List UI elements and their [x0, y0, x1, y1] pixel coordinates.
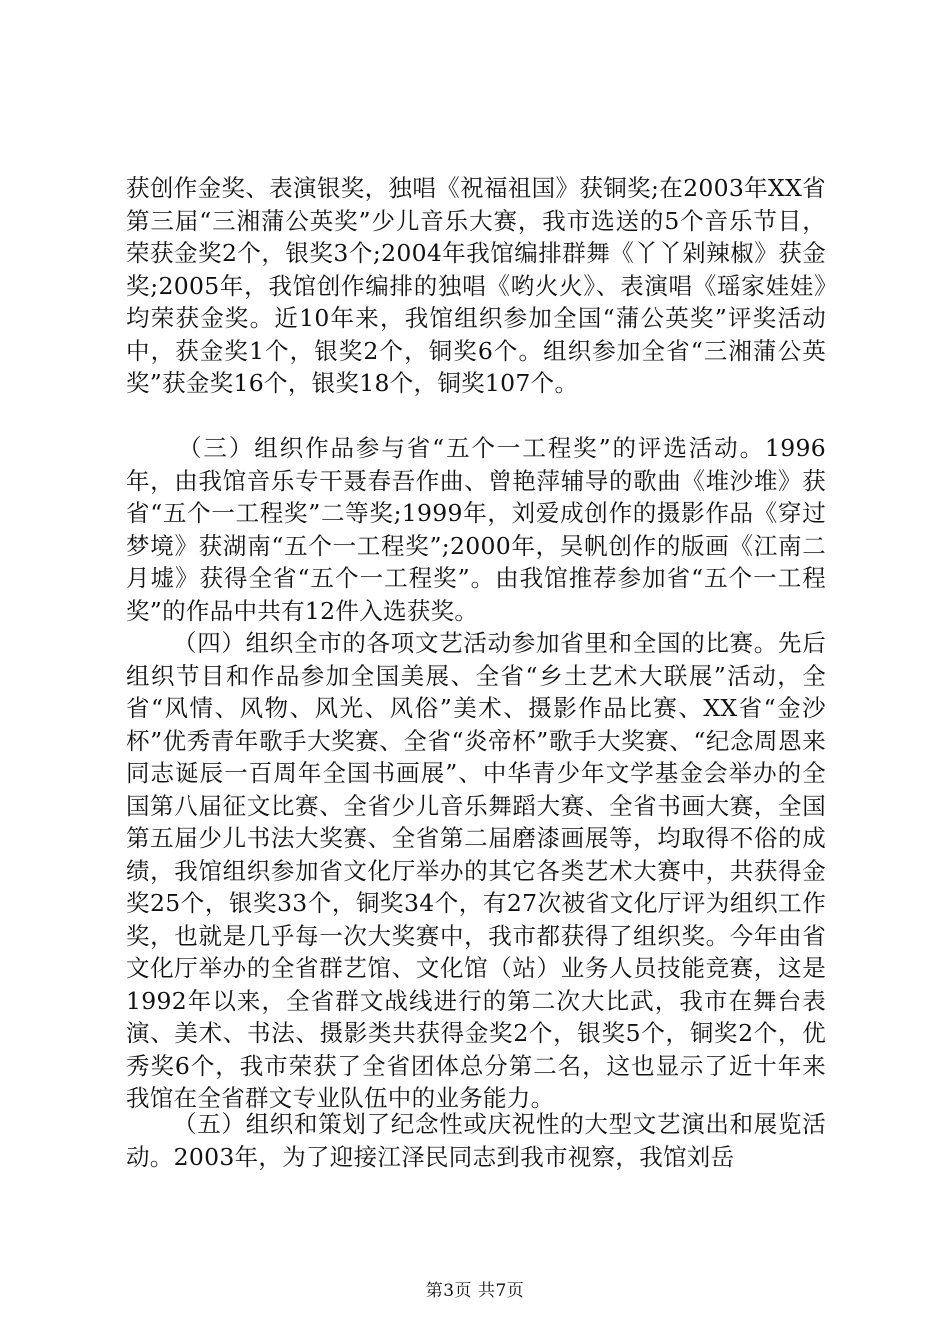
paragraph-five-one-project: [126, 432, 826, 627]
page-number-label: 第3页 共7页: [425, 1281, 525, 1301]
paragraph-large-events: [126, 1108, 826, 1173]
paragraph-awards-music: [126, 172, 826, 400]
page-footer: [0, 1276, 950, 1301]
paragraph-competitions: [126, 627, 826, 1115]
paragraph-text: 获创作金奖、表演银奖，独唱《祝福祖国》获铜奖;在2003年XX省第三届“三湘蒲公英奖”少儿音乐大赛，我市选送的5个音乐节目，荣获金奖2个，银奖3个;2004年我馆编排群舞《丫丫剁辣椒》获金奖;2005年，我馆创作编排的独唱《哟火火》、表演唱《瑶家娃娃》均荣获金奖。近10年来，我馆组织参加全国“蒲公英奖”评奖活动中，获金奖1个，银奖2个，铜奖6个。组织参加全省“三湘蒲公英奖”获金奖16个，银奖18个，铜奖107个。: [126, 174, 826, 397]
paragraph-text: （四）组织全市的各项文艺活动参加省里和全国的比赛。先后组织节目和作品参加全国美展、全省“乡土艺术大联展”活动，全省“风情、风物、风光、风俗”美术、摄影作品比赛、XX省“金沙杯”优秀青年歌手大奖赛、全省“炎帝杯”歌手大奖赛、“纪念周恩来同志诞辰一百周年全国书画展”、中华青少年文学基金会举办的全国第八届征文比赛、全省少儿音乐舞蹈大赛、全省书画大赛，全国第五届少儿书法大奖赛、全省第二届磨漆画展等，均取得不俗的成绩，我馆组织参加省文化厅举办的其它各类艺术大赛中，共获得金奖25个，银奖33个，铜奖34个，有27次被省文化厅评为组织工作奖，也就是几乎每一次大奖赛中，我市都获得了组织奖。今年由省文化厅举办的全省群艺馆、文化馆（站）业务人员技能竞赛，这是1992年以来，全省群文战线进行的第二次大比武，我市在舞台表演、美术、书法、摄影类共获得金奖2个，银奖5个，铜奖2个，优秀奖6个，我市荣获了全省团体总分第二名，这也显示了近十年来我馆在全省群文专业队伍中的业务能力。: [126, 629, 826, 1112]
paragraph-text: （五）组织和策划了纪念性或庆祝性的大型文艺演出和展览活动。2003年，为了迎接江泽民同志到我市视察，我馆刘岳: [126, 1110, 826, 1171]
paragraph-text: （三）组织作品参与省“五个一工程奖”的评选活动。1996年，由我馆音乐专干聂春吾作曲、曾艳萍辅导的歌曲《堆沙堆》获省“五个一工程奖”二等奖;1999年，刘爱成创作的摄影作品《穿过梦境》获湖南“五个一工程奖”;2000年，吴帆创作的版画《江南二月墟》获得全省“五个一工程奖”。由我馆推荐参加省“五个一工程奖”的作品中共有12件入选获奖。: [126, 434, 826, 625]
